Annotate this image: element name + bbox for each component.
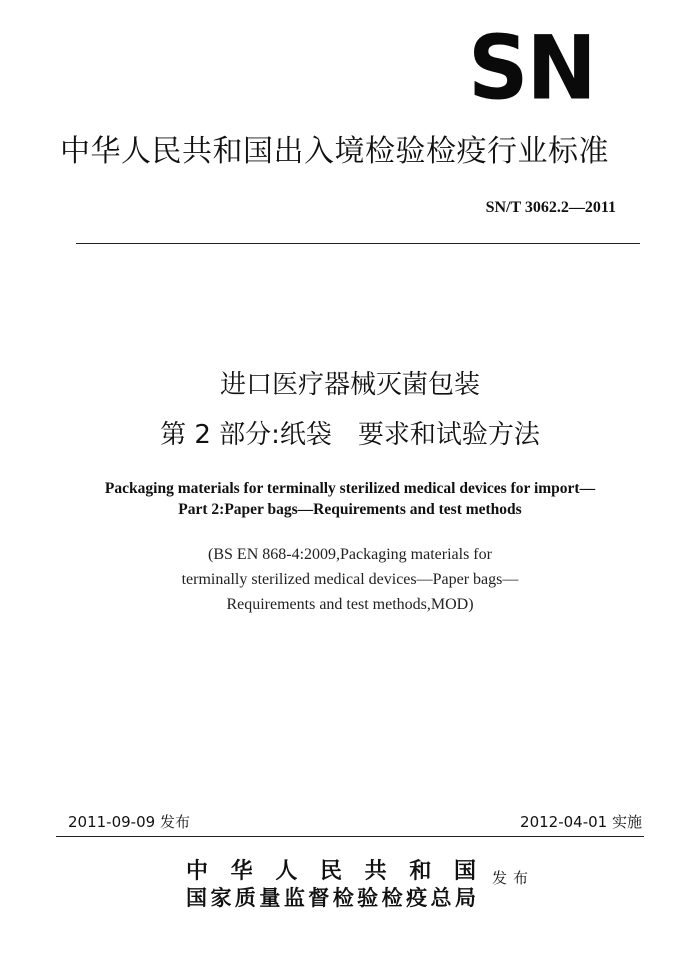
issue-action: 发布 (492, 869, 535, 887)
reference-line3: Requirements and test methods,MOD) (226, 596, 474, 613)
reference-line2: terminally sterilized medical devices—Paper bags— (181, 571, 519, 588)
issuer-line2: 国家质量监督检验检疫总局 (186, 885, 476, 910)
reference-line1: (BS EN 868-4:2009,Packaging materials for (208, 546, 492, 563)
sn-logo: SN (468, 16, 595, 120)
header-divider (76, 243, 640, 244)
title-en-line2: Part 2:Paper bags—Requirements and test methods (178, 501, 522, 518)
title-en-line1: Packaging materials for terminally sterilized medical devices for import— (104, 480, 596, 497)
title-cn-line1: 进口医疗器械灭菌包装 (219, 370, 480, 400)
title-cn-line2: 第 2 部分:纸袋 要求和试验方法 (160, 420, 540, 450)
issuer-line1: 中华人民共和国 (186, 858, 476, 884)
issue-date: 2011-09-09 发布 (68, 813, 190, 831)
implementation-date: 2012-04-01 实施 (520, 813, 642, 831)
standard-category: 中华人民共和国出入境检验检疫行业标准 (60, 134, 609, 169)
footer-divider (56, 836, 644, 837)
standard-code: SN/T 3062.2—2011 (485, 199, 616, 216)
